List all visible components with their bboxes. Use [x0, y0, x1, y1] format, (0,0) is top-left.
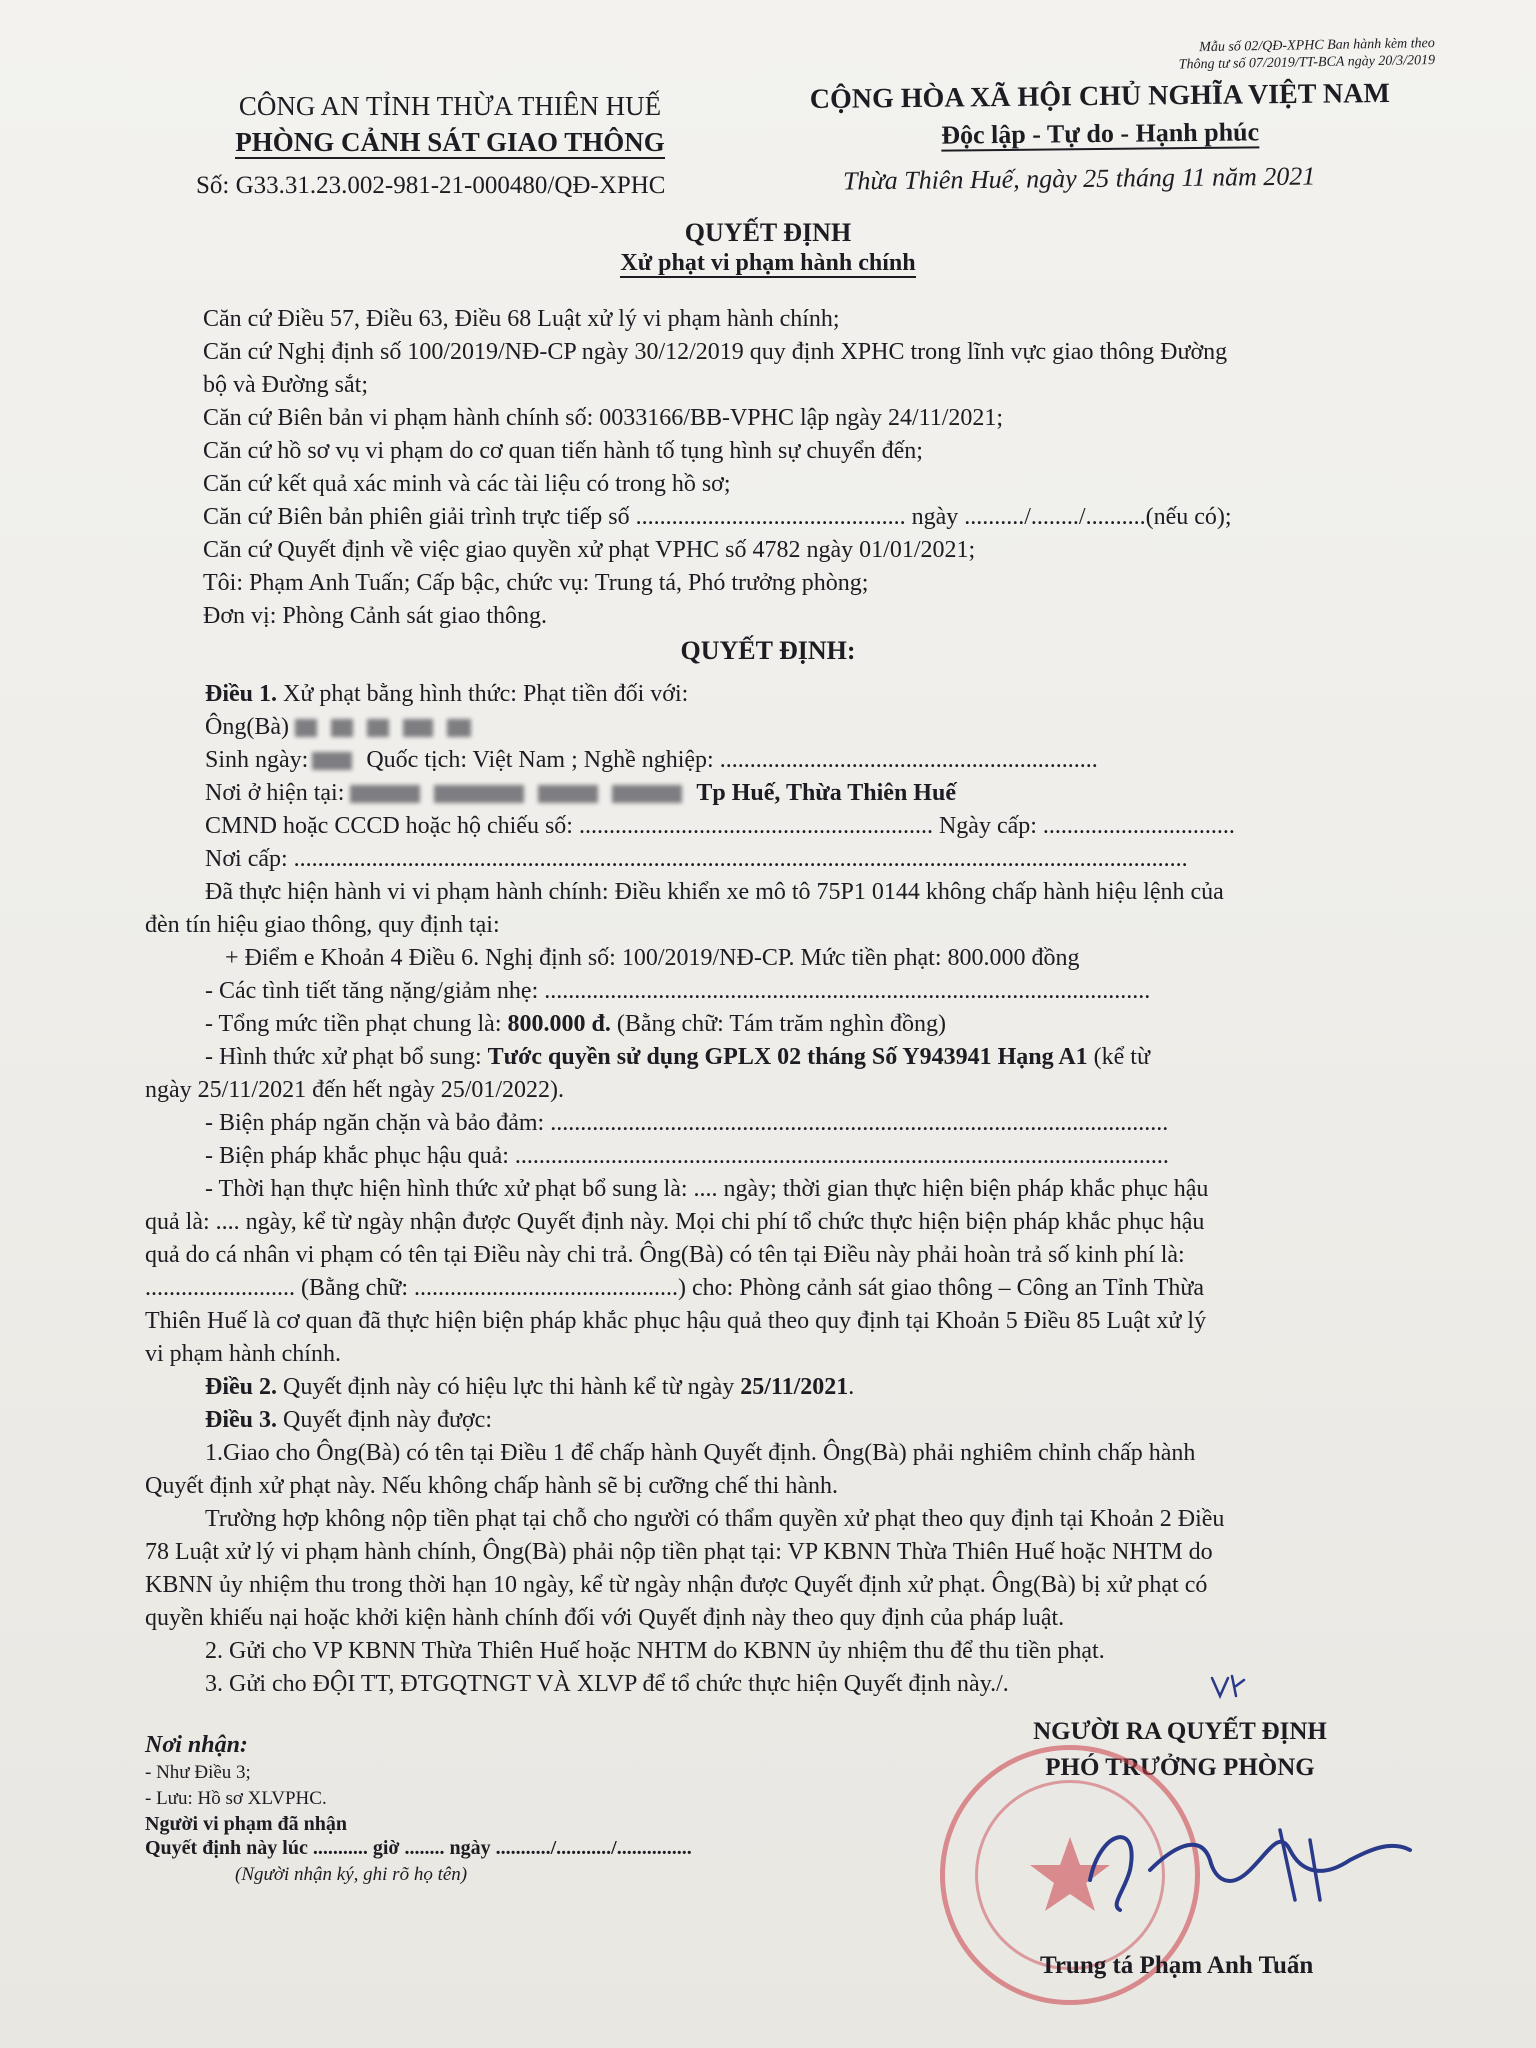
national-motto-text: Độc lập - Tự do - Hạnh phúc — [941, 117, 1260, 150]
address-line — [145, 777, 1465, 810]
place-and-date: Thừa Thiên Huế, ngày 25 tháng 11 năm 2021 — [842, 161, 1316, 196]
total-fine-label: - Tổng mức tiền phạt chung là: — [205, 1011, 508, 1037]
violator-name-label: Ông(Bà) — [205, 714, 289, 740]
address-city: Tp Huế, Thừa Thiên Huế — [696, 780, 956, 806]
remedial-measures-line: - Biện pháp khắc phục hậu quả: ............................................................................................................. — [205, 1143, 1169, 1169]
basis-line: Căn cứ kết quả xác minh và các tài liệu có trong hồ sơ; — [203, 471, 731, 497]
total-fine-amount: 800.000 đ. — [507, 1011, 611, 1037]
article-3-p1-line1: 1.Giao cho Ông(Bà) có tên tại Điều 1 để chấp hành Quyết định. Ông(Bà) phải nghiêm chỉnh chấp hành — [205, 1440, 1196, 1466]
redacted-name — [295, 719, 317, 737]
deadline-line-1: - Thời hạn thực hiện hình thức xử phạt bổ sung là: .... ngày; thời gian thực hiện biện pháp khắc phục hậu — [205, 1176, 1209, 1202]
signer-name: Trung tá Phạm Anh Tuấn — [1040, 1952, 1314, 1979]
article-3-p2-line2: 78 Luật xử lý vi phạm hành chính, Ông(Bà) phải nộp tiền phạt tại: VP KBNN Thừa Thiên Huế hoặc NHTM do — [145, 1539, 1213, 1565]
id-document-line: CMND hoặc CCCD hoặc hộ chiếu số: ........................................................... Ngày cấp: ................................ — [205, 813, 1235, 839]
circumstances-line: - Các tình tiết tăng nặng/giảm nhẹ: ..................................................................................................... — [205, 978, 1151, 1004]
article-2-end: . — [848, 1374, 855, 1400]
document-number: Số: G33.31.23.002-981-21-000480/QĐ-XPHC — [196, 172, 666, 199]
basis-line: Đơn vị: Phòng Cảnh sát giao thông. — [203, 603, 548, 629]
department-name-text: PHÒNG CẢNH SÁT GIAO THÔNG — [235, 127, 665, 157]
signer-title: PHÓ TRƯỞNG PHÒNG — [1045, 1754, 1315, 1781]
signer-role: NGƯỜI RA QUYẾT ĐỊNH — [1033, 1718, 1327, 1745]
recipients-heading: Nơi nhận: — [145, 1732, 248, 1758]
article-1 — [145, 678, 1465, 1701]
additional-penalty-period: ngày 25/11/2021 đến hết ngày 25/01/2022). — [145, 1077, 565, 1103]
recipients-block — [145, 1730, 692, 1890]
deadline-line-3: quả do cá nhân vi phạm có tên tại Điều này chi trả. Ông(Bà) có tên tại Điều này phải hoàn trả số kinh phí là: — [145, 1242, 1185, 1268]
redacted-address — [350, 785, 420, 803]
basis-line: Căn cứ Biên bản vi phạm hành chính số: 0033166/BB-VPHC lập ngày 24/11/2021; — [203, 405, 1004, 431]
basis-line: Căn cứ Nghị định số 100/2019/NĐ-CP ngày 30/12/2019 quy định XPHC trong lĩnh vực giao thông Đường — [203, 339, 1228, 365]
article-3-p1-line2: Quyết định xử phạt này. Nếu không chấp hành sẽ bị cưỡng chế thi hành. — [145, 1473, 838, 1499]
issue-place-line: Nơi cấp: ..................................................................................................................................................... — [205, 846, 1188, 872]
form-reference-line1: Mẫu số 02/QĐ-XPHC Ban hành kèm theo — [1199, 36, 1435, 56]
redacted-address — [612, 785, 682, 803]
document-subtitle-text: Xử phạt vi phạm hành chính — [620, 250, 916, 276]
article-2 — [145, 1371, 1465, 1404]
article-1-label: Điều 1. — [205, 681, 277, 707]
basis-line: Căn cứ Quyết định về việc giao quyền xử phạt VPHC số 4782 ngày 01/01/2021; — [203, 537, 976, 563]
article-3-p2-line4: quyền khiếu nại hoặc khởi kiện hành chính đối với Quyết định này theo quy định của pháp luật. — [145, 1605, 1065, 1631]
article-3-p3: 2. Gửi cho VP KBNN Thừa Thiên Huế hoặc NHTM do KBNN ủy nhiệm thu để thu tiền phạt. — [205, 1638, 1105, 1664]
nationality-occupation: Quốc tịch: Việt Nam ; Nghề nghiệp: ............................................................... — [366, 747, 1098, 773]
article-3-text: Quyết định này được: — [277, 1407, 492, 1433]
redacted-name — [403, 719, 433, 737]
department-name — [170, 124, 730, 160]
article-2-text: Quyết định này có hiệu lực thi hành kể từ ngày — [277, 1374, 741, 1400]
redacted-birth-date — [312, 752, 352, 770]
birth-date-line — [145, 744, 1465, 777]
total-fine-words: (Bằng chữ: Tám trăm nghìn đồng) — [610, 1011, 947, 1037]
nation-block — [780, 75, 1421, 156]
preventive-measures-line: - Biện pháp ngăn chặn và bảo đảm: ....................................................................................................... — [205, 1110, 1169, 1136]
violator-name-line — [145, 711, 1465, 744]
form-reference-line2: Thông tư số 07/2019/TT-BCA ngày 20/3/2019 — [1178, 53, 1436, 73]
redacted-name — [331, 719, 353, 737]
violation-line-1: Đã thực hiện hành vi vi phạm hành chính: Điều khiển xe mô tô 75P1 0144 không chấp hành hiệu lệnh của — [205, 879, 1224, 905]
decision-heading: QUYẾT ĐỊNH: — [680, 636, 856, 665]
deadline-line-6: vi phạm hành chính. — [145, 1341, 341, 1367]
additional-penalty-label: - Hình thức xử phạt bổ sung: — [205, 1044, 488, 1070]
article-3-heading — [145, 1404, 1465, 1437]
recipient-item: - Như Điều 3; — [145, 1762, 251, 1783]
total-fine-line — [145, 1008, 1465, 1041]
national-motto — [780, 113, 1420, 156]
article-1-text: Xử phạt bằng hình thức: Phạt tiền đối với: — [277, 681, 689, 707]
effective-date: 25/11/2021 — [740, 1374, 849, 1400]
receipt-line-1: Người vi phạm đã nhận — [145, 1813, 348, 1835]
article-1-heading — [145, 678, 1465, 711]
additional-penalty-tail: (kể từ — [1087, 1044, 1150, 1070]
article-3-label: Điều 3. — [205, 1407, 277, 1433]
document-subtitle — [568, 250, 968, 277]
violation-line-2: đèn tín hiệu giao thông, quy định tại: — [145, 912, 500, 938]
receiver-signature-note: (Người nhận ký, ghi rõ họ tên) — [235, 1864, 468, 1885]
birth-date-label: Sinh ngày: — [205, 747, 309, 773]
redacted-name — [447, 719, 471, 737]
deadline-line-5: Thiên Huế là cơ quan đã thực hiện biện pháp khắc phục hậu quả theo quy định tại Khoản 5 Điều 85 Luật xử lý — [145, 1308, 1207, 1334]
basis-line: Căn cứ Biên bản phiên giải trình trực tiếp số ............................................. ngày ........../......../..........(nếu có); — [203, 504, 1232, 530]
additional-penalty-line — [145, 1041, 1465, 1074]
recipient-item: - Lưu: Hồ sơ XLVPHC. — [145, 1788, 327, 1809]
deadline-line-4: ......................... (Bằng chữ: ............................................) cho: Phòng cảnh sát giao thông – Công an Tỉnh Thừa — [145, 1275, 1205, 1301]
address-label: Nơi ở hiện tại: — [205, 780, 345, 806]
basis-line: Căn cứ hồ sơ vụ vi phạm do cơ quan tiến hành tố tụng hình sự chuyển đến; — [203, 438, 923, 464]
legal-bases — [203, 303, 1232, 633]
agency-name: CÔNG AN TỈNH THỪA THIÊN HUẾ — [238, 91, 662, 121]
article-3-p2-line1: Trường hợp không nộp tiền phạt tại chỗ cho người có thẩm quyền xử phạt theo quy định tại Khoản 2 Điều — [205, 1506, 1225, 1532]
article-2-label: Điều 2. — [205, 1374, 277, 1400]
form-reference — [1095, 35, 1436, 75]
additional-penalty-text: Tước quyền sử dụng GPLX 02 tháng Số Y943941 Hạng A1 — [487, 1044, 1088, 1070]
legal-point-line: + Điểm e Khoản 4 Điều 6. Nghị định số: 100/2019/NĐ-CP. Mức tiền phạt: 800.000 đồng — [225, 945, 1080, 971]
article-3-p4: 3. Gửi cho ĐỘI TT, ĐTGQTNGT VÀ XLVP để tổ chức thực hiện Quyết định này./. — [205, 1671, 1009, 1697]
basis-line: Tôi: Phạm Anh Tuấn; Cấp bậc, chức vụ: Trung tá, Phó trưởng phòng; — [203, 570, 869, 596]
basis-line: Căn cứ Điều 57, Điều 63, Điều 68 Luật xử lý vi phạm hành chính; — [203, 306, 840, 332]
nation-name: CỘNG HÒA XÃ HỘI CHỦ NGHĨA VIỆT NAM — [809, 77, 1390, 116]
redacted-address — [538, 785, 598, 803]
issuing-agency-block — [170, 88, 730, 160]
document-title: QUYẾT ĐỊNH — [684, 218, 852, 247]
article-3-p2-line3: KBNN ủy nhiệm thu trong thời hạn 10 ngày, kể từ ngày nhận được Quyết định xử phạt. Ông(Bà) bị xử phạt có — [145, 1572, 1208, 1598]
handwritten-signature — [1080, 1810, 1440, 1930]
redacted-name — [367, 719, 389, 737]
handwritten-initial — [1208, 1672, 1248, 1702]
redacted-address — [434, 785, 524, 803]
deadline-line-2: quả là: .... ngày, kể từ ngày nhận được Quyết định này. Mọi chi phí tổ chức thực hiện biện pháp khắc phục hậu — [145, 1209, 1205, 1235]
basis-line: bộ và Đường sắt; — [203, 372, 369, 398]
receipt-line-2: Quyết định này lúc ........... giờ ........ ngày .........../.........../............... — [145, 1837, 692, 1859]
